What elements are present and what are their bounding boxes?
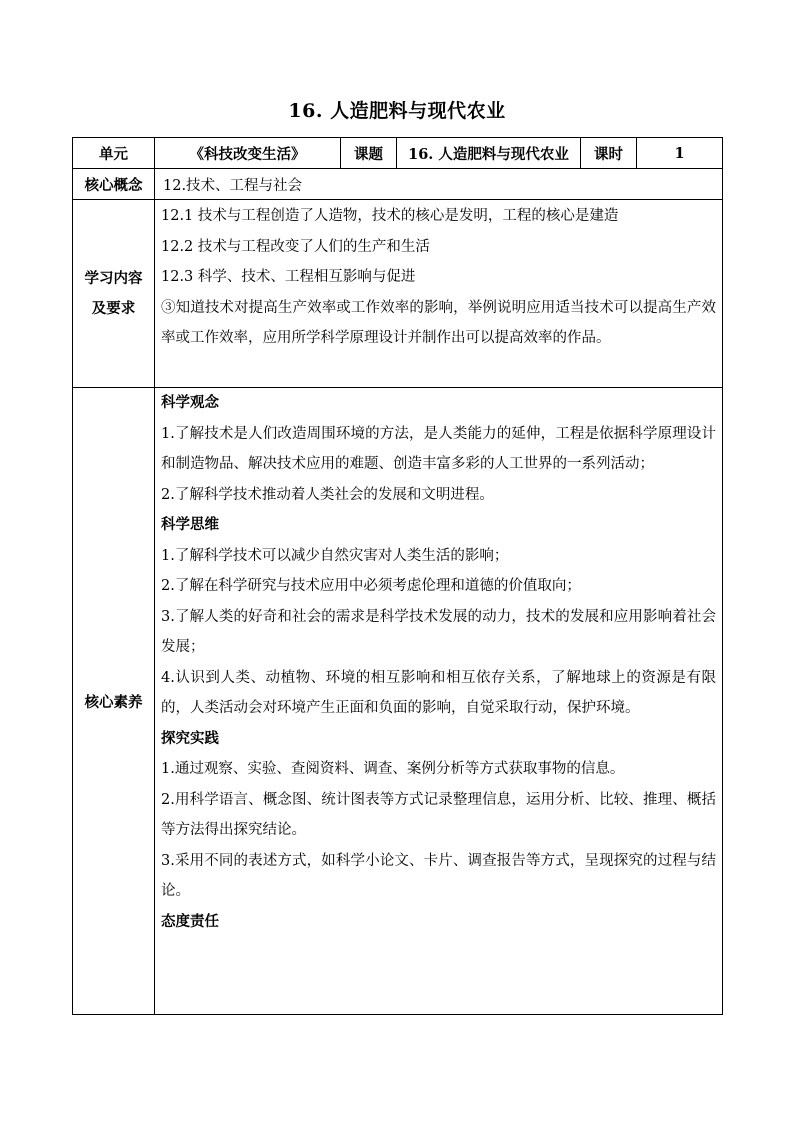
requirements-content (155, 200, 723, 388)
period-label: 课时 (581, 138, 637, 169)
header-row (73, 138, 723, 169)
section-heading: 态度责任 (161, 912, 219, 930)
literacy-item: 1.了解科学技术可以减少自然灾害对人类生活的影响； (161, 547, 509, 564)
literacy-item: 2.用科学语言、概念图、统计图表等方式记录整理信息，运用分析、比较、推理、概括等方法得出探究结论。 (161, 791, 716, 838)
lesson-table (72, 137, 723, 1015)
requirements-row (73, 200, 723, 388)
requirements-label-line1: 学习内容 (84, 269, 143, 287)
core-literacy-row (73, 388, 723, 1015)
literacy-item: 3.采用不同的表述方式，如科学小论文、卡片、调查报告等方式，呈现探究的过程与结论。 (161, 852, 716, 899)
requirements-label (73, 200, 155, 388)
section-heading: 探究实践 (161, 729, 219, 747)
literacy-item: 4.认识到人类、动植物、环境的相互影响和相互依存关系，了解地球上的资源是有限的，人类活动会对环境产生正面和负面的影响，自觉采取行动，保护环境。 (161, 669, 716, 716)
requirement-line: ③知道技术对提高生产效率或工作效率的影响，举例说明应用适当技术可以提高生产效率或工作效率，应用所学科学原理设计并制作出可以提高效率的作品。 (161, 299, 716, 346)
literacy-item: 2.了解科学技术推动着人类社会的发展和文明进程。 (161, 486, 494, 503)
literacy-item: 1.通过观察、实验、查阅资料、调查、案例分析等方式获取事物的信息。 (161, 761, 625, 777)
literacy-item: 1.了解技术是人们改造周围环境的方法，是人类能力的延伸，工程是依据科学原理设计和制造物品、解决技术应用的难题、创造丰富多彩的人工世界的一系列活动； (161, 425, 716, 472)
section-heading: 科学观念 (161, 394, 219, 411)
requirement-line: 12.3 科学、技术、工程相互影响与促进 (161, 269, 416, 285)
literacy-item: 3.了解人类的好奇和社会的需求是科学技术发展的动力，技术的发展和应用影响着社会发展； (161, 608, 716, 655)
core-concept-row (73, 169, 723, 200)
requirement-line: 12.1 技术与工程创造了人造物，技术的核心是发明，工程的核心是建造 (161, 208, 619, 224)
requirements-label-line2: 及要求 (91, 299, 136, 317)
core-literacy-label: 核心素养 (73, 388, 155, 1015)
unit-label: 单元 (73, 138, 155, 169)
topic-value: 16. 人造肥料与现代农业 (397, 138, 581, 169)
core-concept-label: 核心概念 (73, 169, 155, 200)
literacy-item: 2.了解在科学研究与技术应用中必须考虑伦理和道德的价值取向； (161, 578, 581, 594)
unit-value: 《科技改变生活》 (155, 138, 341, 169)
core-concept-value: 12.技术、工程与社会 (155, 169, 723, 200)
period-value: 1 (637, 138, 723, 169)
core-literacy-content (155, 388, 723, 1015)
requirement-line: 12.2 技术与工程改变了人们的生产和生活 (161, 238, 430, 255)
section-heading: 科学思维 (161, 516, 219, 533)
topic-label: 课题 (341, 138, 397, 169)
page-title: 16. 人造肥料与现代农业 (288, 100, 506, 122)
